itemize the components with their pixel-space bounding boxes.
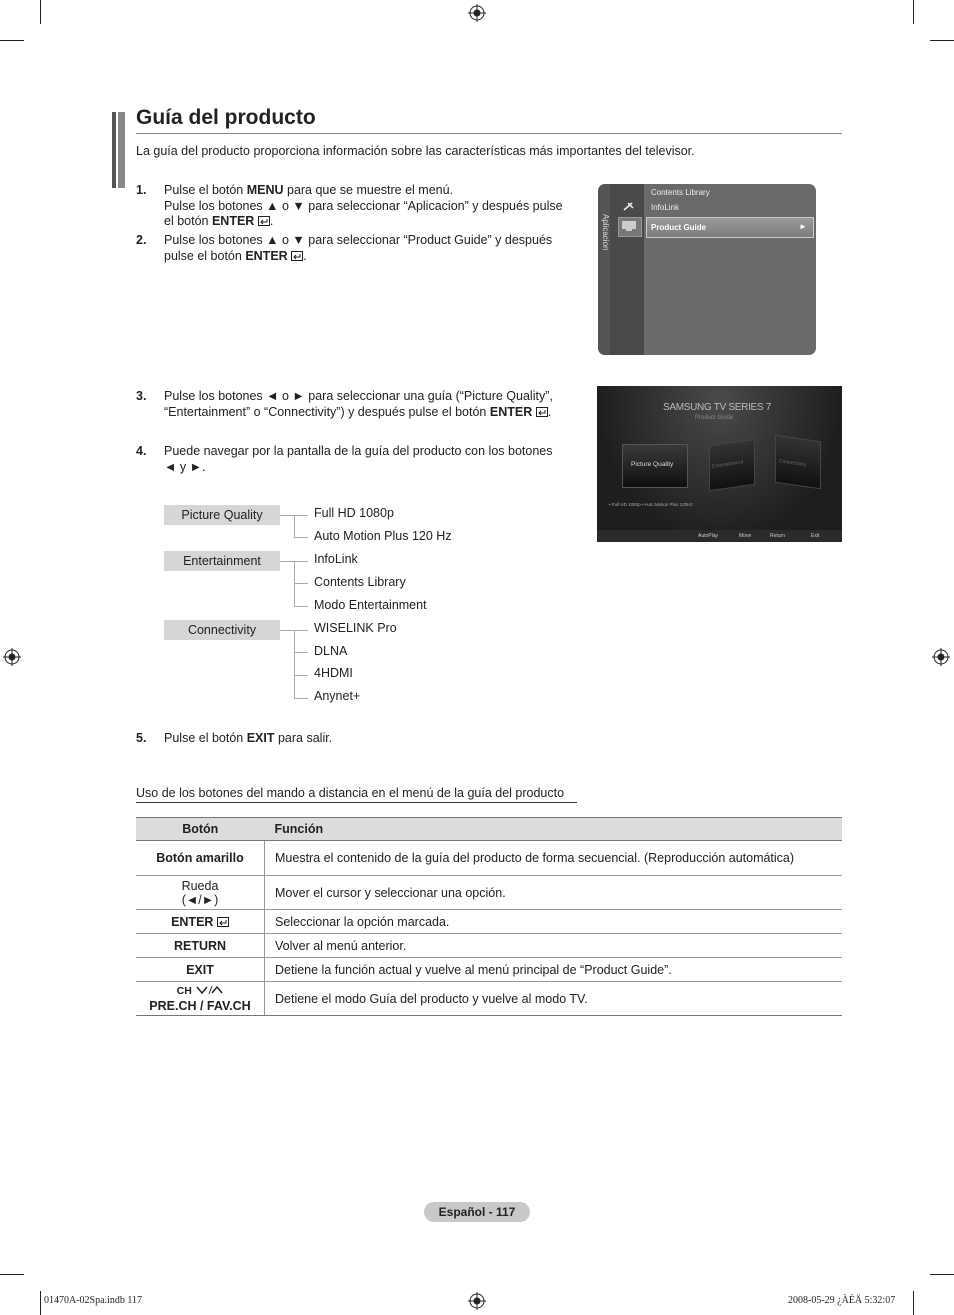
registration-mark-icon xyxy=(468,1292,486,1310)
enter-icon xyxy=(217,917,229,927)
diagram-item: WISELINK Pro xyxy=(314,621,397,635)
crop-mark xyxy=(913,0,914,24)
title-divider xyxy=(136,133,842,134)
step-text: Pulse los botones ◄ o ► para seleccionar una guía (“Picture Quality”, “Entertainment” o “Connectivity”) y después pulse el botón ENTER . xyxy=(164,389,553,419)
step-text: Pulse el botón EXIT para salir. xyxy=(164,731,333,745)
table-row xyxy=(136,958,842,982)
channel-up-down-icon xyxy=(195,985,223,995)
diagram-item: InfoLink xyxy=(314,552,358,566)
tv-card-picture-quality[interactable]: Picture Quality xyxy=(622,444,688,488)
registration-mark-icon xyxy=(468,4,486,22)
registration-mark-icon xyxy=(932,648,950,666)
diagram-item: Contents Library xyxy=(314,575,406,589)
button-cell: CH PRE.CH / FAV.CH xyxy=(136,982,265,1016)
button-cell: EXIT xyxy=(136,958,265,982)
button-cell: Rueda (◄/►) xyxy=(136,876,265,910)
table-row xyxy=(136,934,842,958)
table-row xyxy=(136,910,842,934)
table-row xyxy=(136,876,842,910)
button-cell: RETURN xyxy=(136,934,265,958)
menu-item[interactable]: InfoLink xyxy=(651,203,680,212)
button-cell: Botón amarillo xyxy=(136,841,265,876)
table-heading-underline xyxy=(136,802,577,803)
section-bar xyxy=(112,112,116,188)
registration-mark-icon xyxy=(3,648,21,666)
category-picture-quality: Picture Quality xyxy=(164,505,280,525)
category-connectivity: Connectivity xyxy=(164,620,280,640)
page-number-badge: Español - 117 xyxy=(424,1202,530,1222)
function-cell: Seleccionar la opción marcada. xyxy=(265,910,843,934)
function-cell: Detiene la función actual y vuelve al menú principal de “Product Guide”. xyxy=(265,958,843,982)
step-text: Pulse los botones ▲ o ▼ para seleccionar “Product Guide” y después pulse el botón ENTER . xyxy=(164,233,553,263)
step-number: 3. xyxy=(136,389,147,403)
table-row xyxy=(136,982,842,1016)
function-cell: Mover el cursor y seleccionar una opción. xyxy=(265,876,843,910)
function-cell: Detiene el modo Guía del producto y vuelve al modo TV. xyxy=(265,982,843,1016)
crop-mark xyxy=(930,1274,954,1275)
footer-timestamp: 2008-05-29 ¿ÀÈÄ 5:32:07 xyxy=(788,1295,896,1306)
table-heading: Uso de los botones del mando a distancia en el menú de la guía del producto xyxy=(136,786,565,800)
diagram-item: Anynet+ xyxy=(314,689,361,703)
step-number: 4. xyxy=(136,444,147,458)
footer-file-info: 01470A-02Spa.indb 117 xyxy=(44,1295,142,1306)
diagram-item: DLNA xyxy=(314,644,348,658)
crop-mark xyxy=(913,1291,914,1315)
step-text: Pulse el botón MENU para que se muestre el menú. Pulse los botones ▲ o ▼ para seleccionar “Aplicacion” y después pulse el botón ENTER . xyxy=(164,183,563,228)
brand-subtitle: Product Guide xyxy=(695,415,734,421)
control-bar: AutoPlay Move Return Exit xyxy=(597,530,842,542)
feature-list: • Full HD 1080p • Auto Motion Plus 120Hz xyxy=(609,502,693,507)
step-text: Puede navegar por la pantalla de la guía del producto con los botones ◄ y ►. xyxy=(164,444,553,474)
application-icon xyxy=(621,220,637,232)
step-number: 5. xyxy=(136,731,147,745)
crop-mark xyxy=(0,40,24,41)
enter-icon xyxy=(291,251,303,261)
diagram-item: 4HDMI xyxy=(314,666,353,680)
product-guide-screenshot xyxy=(597,386,842,542)
step-number: 1. xyxy=(136,183,147,197)
arrow-right-icon: ► xyxy=(799,222,807,231)
menu-side-label: Aplicacion xyxy=(601,214,610,251)
crop-mark xyxy=(0,1274,24,1275)
brand-title: SAMSUNG TV SERIES 7 xyxy=(663,402,772,413)
crop-mark xyxy=(40,0,41,24)
table-row xyxy=(136,841,842,876)
button-cell: ENTER xyxy=(136,910,265,934)
enter-icon xyxy=(536,407,548,417)
menu-screenshot xyxy=(598,184,816,355)
crop-mark xyxy=(40,1291,41,1315)
remote-buttons-table xyxy=(136,817,842,1016)
diagram-item: Auto Motion Plus 120 Hz xyxy=(314,529,452,543)
section-bar xyxy=(118,112,125,188)
column-header: Botón xyxy=(136,818,265,841)
menu-item-selected[interactable]: Product Guide ► xyxy=(646,217,814,238)
satellite-icon xyxy=(622,200,636,212)
enter-icon xyxy=(258,216,270,226)
page-title: Guía del producto xyxy=(136,106,316,129)
function-cell: Volver al menú anterior. xyxy=(265,934,843,958)
category-entertainment: Entertainment xyxy=(164,551,280,571)
column-header: Función xyxy=(265,818,843,841)
menu-item[interactable]: Contents Library xyxy=(651,188,710,197)
tv-card-entertainment[interactable]: Entertainment xyxy=(709,439,755,491)
step-number: 2. xyxy=(136,233,147,247)
table-header-row xyxy=(136,818,842,841)
function-cell: Muestra el contenido de la guía del producto de forma secuencial. (Reproducción automática) xyxy=(265,841,843,876)
crop-mark xyxy=(930,40,954,41)
tv-card-connectivity[interactable]: Connectivity xyxy=(775,435,821,489)
diagram-item: Modo Entertainment xyxy=(314,598,427,612)
diagram-item: Full HD 1080p xyxy=(314,506,394,520)
intro-text: La guía del producto proporciona información sobre las características más importantes del televisor. xyxy=(136,144,695,158)
